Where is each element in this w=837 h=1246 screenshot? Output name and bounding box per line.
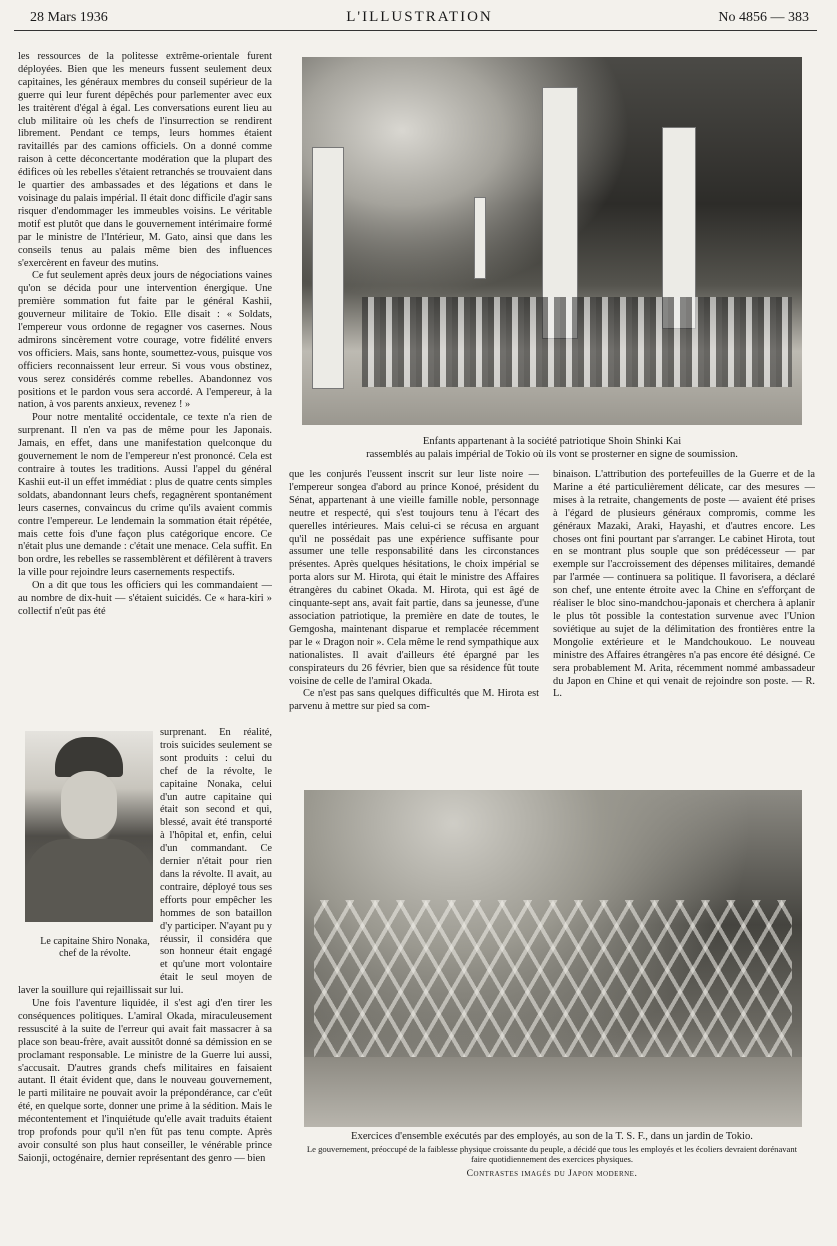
paragraph: Une fois l'aventure liquidée, il s'est agi d'en tirer les conséquences politiques. L'amiral Okada, miraculeusement ressuscité à la suite de l'erreur qui avait fait massacrer à sa place son beau-frère, avait aussitôt donné sa démission en se proclamant responsable. Le ministre de la Guerre lui aussi, s'accusait. D'autres grands chefs militaires en faisaient autant. Il était évident que, dans le nouveau gouvernement, le parti militaire ne pouvait avoir la prépondérance, car c'eût été, en quelque sorte, donner une prime à la sédition. Mais le mécontentement et l'inquiétude qu'elle avait traduits étaient trop profonds pour qu'il n'en fût pas tenu compte. Après avoir consulté son plus haut conseiller, le vénérable prince Saionji, octogénaire, dernier représentant des genro — bien xyxy=(18,998,272,1164)
caption-line: Le capitaine Shiro Nonaka, xyxy=(40,936,150,947)
paragraph: surprenant. En réalité, trois suicides seulement se sont produits : celui du chef de la révolte, le capitaine Nonaka, celui d'un autre capitaine qui était son second et qui, blessé, avait été transporté à l'hôpital et, enfin, celui d'un commandant. Ce dernier n'était pour rien dans la révolte. Il avait, au contraire, déployé tous ses efforts pour empêcher les hommes de son bataillon d'y participer. N'ayant pu y réussir, il considéra que son honneur était engagé et qu'une mort volontaire était le seul moyen de laver la souillure qui rejaillissait sur lui. xyxy=(18,727,272,997)
banner xyxy=(312,147,344,389)
caption-line: Enfants appartenant à la société patriotique Shoin Shinki Kai xyxy=(422,436,682,447)
caption-line: chef de la révolte. xyxy=(59,948,131,959)
uniform-shape xyxy=(25,839,153,922)
page-header xyxy=(30,8,809,30)
caption-small-text: Le gouvernement, préoccupé de la faiblesse physique croissante du peuple, a décidé que tous les employés et les écoliers devraient dorénavant faire quotidiennement des exercices physiques. xyxy=(306,1143,798,1164)
paragraph: Ce n'est pas sans quelques difficultés que M. Hirota est parvenu à mettre sur pied sa com- xyxy=(289,688,539,713)
caption-series-title: Contrastes imagés du Japon moderne. xyxy=(466,1167,638,1179)
photo-group-exercises xyxy=(304,790,802,1127)
article-column-left-top xyxy=(18,51,272,727)
paragraph: que les conjurés l'eussent inscrit sur leur liste noire — l'empereur songea d'abord au prince Konoé, président du Sénat, appartenant à une vieille famille noble, personnage neutre et respecté, qui s'est toujours tenu à l'écart des querelles intérieures. Mais celui-ci se récusa en arguant qu'il ne possédait pas une expérience suffisante pour assumer une telle responsabilité dans les circonstances présentes. Après quelques hésitations, le choix impérial se porta alors sur M. Hirota, qui était le ministre des Affaires étrangères du cabinet Okada. M. Hirota, qui est âgé de cinquante-sept ans, avait fait partie, dans sa jeunesse, d'une association patriotique, la première en date de toutes, le Gemgosha, maintenant disparue et remplacée récemment par le « Dragon noir ». Cela même le rend sympathique aux nationalistes. Il avait d'ailleurs été épargné par les conspirateurs du 26 février, bien que sa résidence fût toute voisine de celle de l'amiral Okada. xyxy=(289,469,539,687)
caption-line: Exercices d'ensemble exécutés par des employés, au son de la T. S. F., dans un jardin de Tokio. xyxy=(351,1131,753,1142)
paragraph: On a dit que tous les officiers qui les commandaient — au nombre de dix-huit — s'étaient suicidés. Ce « hara-kiri » collectif n'eût pas été xyxy=(18,580,272,617)
photo1-caption xyxy=(300,436,804,461)
caption-line: rassemblés au palais impérial de Tokio où ils vont se prosterner en signe de soumission. xyxy=(366,448,738,460)
garden-ground xyxy=(304,1057,802,1127)
article-column-right xyxy=(553,469,815,779)
article-column-middle xyxy=(289,469,539,779)
crowd-of-children xyxy=(362,297,792,387)
magazine-title: L'ILLUSTRATION xyxy=(346,9,493,25)
header-rule xyxy=(14,30,817,31)
paragraph: binaison. L'attribution des portefeuilles de la Guerre et de la Marine a été particulièrement délicate, car des mesures — mises à la retraite, changements de poste — avaient été prises à l'égard de plusieurs généraux compromis, comme les généraux Mazaki, Araki, Hayashi, et d'autres encore. Les choses ont fini pourtant par s'arranger. Le cabinet Hirota, tout en se montrant plus souple que son prédécesseur — par exemple sur l'accroissement des dépenses militaires, demandé par l'armée — continuera sa politique. Il favorisera, a déclaré son chef, une entente étroite avec la Chine en s'efforçant de réaliser le bloc sino-mandchou-japonais et cherchera à aplanir le plus tôt possible la contestation survenue avec l'Union soviétique au sujet de la délimitation des frontières entre la Mongolie extérieure et le Mandchoukouo. Le nouveau ministre des Affaires étrangères n'a pas encore été désigné. Ce sera probablement M. Arita, récemment nommé ambassadeur du Japon en Chine et qui venait de rejoindre son poste. — R. L. xyxy=(553,469,815,700)
banner xyxy=(474,197,486,279)
paragraph: Ce fut seulement après deux jours de négociations vaines qu'on se décida pour une intervention énergique. Une première sommation fut faite par le général Kashii, gouverneur militaire de Tokio. Elle disait : « Soldats, l'empereur vous ordonne de regagner vos casernes. Nous admirons sincèrement votre courage, votre fidélité envers vos officiers. Mais, sans honte, soumettez-vous, puisque vos officiers reconnaissent leur erreur. Si vous vous obstinez, vous serez considérés comme rebelles. Abandonnez vos positions et le pardon vous sera accordé. A l'empereur, à la nation, à vos parents anxieux, revenez ! » xyxy=(18,270,272,411)
photo-children-banners xyxy=(302,57,802,425)
photo2-caption xyxy=(300,1131,804,1180)
face-shape xyxy=(61,771,117,839)
paragraph: les ressources de la politesse extrême-orientale furent déployées. Bien que les meneurs fussent seulement deux capitaines, les généraux membres du conseil supérieur de la guerre qui leur furent dépêchés pour parlementer avec eux les traitèrent d'égal à égal. Les conversations eurent lieu au club militaire où les chefs de l'insurrection se rendirent librement. Pendant ce temps, leurs hommes étaient ravitaillés par des camions officiels. On a donné comme raison à cette déconcertante modération que la plupart des édifices où les rebelles s'étaient retranchés se trouvaient dans le quartier des ambassades et des légations et dans le voisinage du palais impérial. Il était donc difficile d'agir sans risquer d'endommager les immeubles voisins. Le véritable motif est plutôt que dans le gouvernement intérimaire formé par le ministre de l'Intérieur, M. Gato, ainsi que dans les conseils tenus au palais même bien des influences s'exercèrent en faveur des mutins. xyxy=(18,51,272,269)
issue-and-page-number: No 4856 — 383 xyxy=(718,10,809,25)
portrait-caption xyxy=(20,936,170,960)
header-date: 28 Mars 1936 xyxy=(30,10,108,25)
paragraph: Pour notre mentalité occidentale, ce texte n'a rien de surprenant. Il n'en va pas de même pour les Japonais. Jamais, en effet, dans une manifestation quelconque du gouvernement le nom de l'empereur n'est prononcé. Cela est contraire à toutes les traditions. Aussi l'appel du général Kashii eut-il un effet immédiat : plus de quatre cents simples soldats, abandonnant leurs chefs, regagnèrent spontanément leurs casernes, convaincus du crime qu'ils avaient commis contre l'empereur. Le lendemain la sommation était répétée, mais cette fois d'une façon plus catégorique encore. Ce n'était plus une demande : c'était une menace. Cela suffit. En bon ordre, les rebelles se rassemblèrent et défilèrent à travers la ville pour rejoindre leurs casernements respectifs. xyxy=(18,412,272,579)
portrait-captain-nonaka xyxy=(25,731,153,922)
